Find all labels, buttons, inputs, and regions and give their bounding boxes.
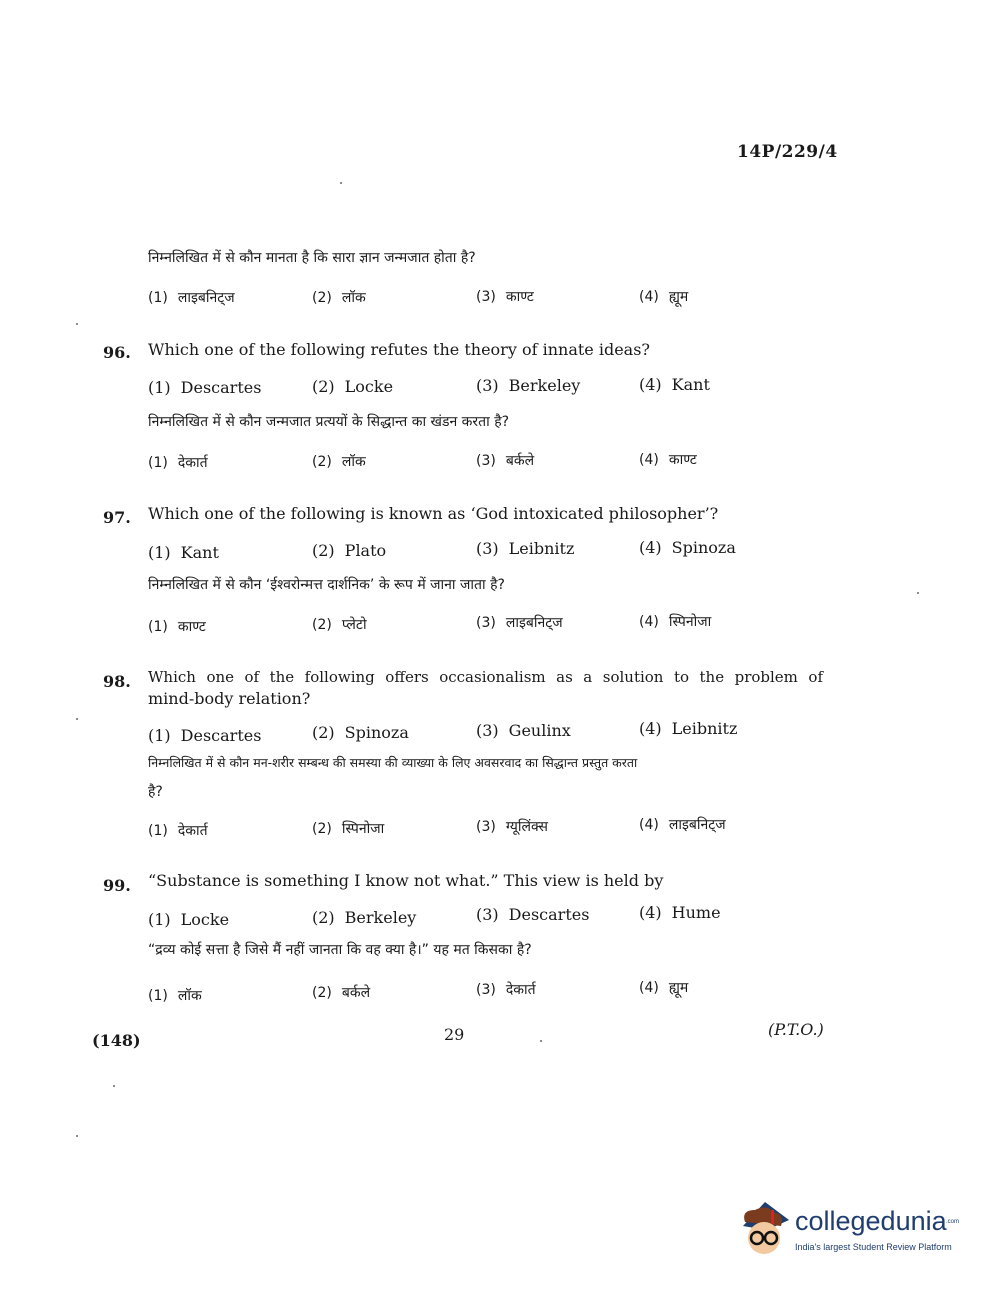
option-en: (4) Spinoza bbox=[639, 538, 736, 557]
question-number: 99. bbox=[103, 876, 131, 895]
option-en: (1) Kant bbox=[148, 543, 219, 562]
scan-speck bbox=[76, 718, 78, 720]
option-en: (1) Descartes bbox=[148, 378, 262, 397]
option-en: (2) Berkeley bbox=[312, 908, 417, 927]
question-number: 96. bbox=[103, 343, 131, 362]
question-text-hi: निम्नलिखित में से कौन जन्मजात प्रत्ययों के सिद्धान्त का खंडन करता है? bbox=[148, 414, 510, 430]
question-text-en-line1: Which one of the following offers occasionalism as a solution to the problem of bbox=[148, 668, 823, 686]
scan-speck bbox=[917, 592, 919, 594]
option-en: (2) Locke bbox=[312, 377, 394, 396]
question-text-hi-line2: है? bbox=[148, 784, 163, 800]
option-hi: (2) लॉक bbox=[312, 454, 366, 470]
option-hi: (1) देकार्त bbox=[148, 455, 208, 471]
q95-option-2-hi: (2) लॉक bbox=[312, 290, 366, 306]
scan-speck bbox=[76, 323, 78, 325]
question-text-en-line2: mind-body relation? bbox=[148, 689, 311, 708]
option-hi: (1) लॉक bbox=[148, 988, 202, 1004]
option-hi: (4) ह्यूम bbox=[639, 980, 689, 996]
question-text-hi: निम्नलिखित में से कौन ‘ईश्वरोन्मत्त दार्शनिक’ के रूप में जाना जाता है? bbox=[148, 577, 505, 593]
q95-option-3-hi: (3) काण्ट bbox=[476, 289, 534, 305]
option-hi: (4) स्पिनोजा bbox=[639, 614, 712, 630]
brand-suffix: .com bbox=[946, 1219, 960, 1225]
question-number: 98. bbox=[103, 672, 131, 691]
option-en: (4) Leibnitz bbox=[639, 719, 738, 738]
option-hi: (3) ग्यूलिंक्स bbox=[476, 819, 549, 835]
brand-name: collegedunia bbox=[795, 1206, 947, 1236]
pto-note: (P.T.O.) bbox=[768, 1020, 824, 1039]
option-en: (3) Descartes bbox=[476, 905, 590, 924]
option-en: (4) Hume bbox=[639, 903, 721, 922]
question-text-en: Which one of the following is known as ‘God intoxicated philosopher’? bbox=[148, 504, 719, 523]
option-en: (3) Leibnitz bbox=[476, 539, 575, 558]
option-en: (2) Plato bbox=[312, 541, 387, 560]
option-en: (3) Geulinx bbox=[476, 721, 571, 740]
question-text-hi-line1: निम्नलिखित में से कौन मन-शरीर सम्बन्ध की समस्या की व्याख्या के लिए अवसरवाद का सिद्धान्त प्रस्तुत करता bbox=[148, 755, 638, 770]
option-hi: (4) काण्ट bbox=[639, 452, 697, 468]
question-number: 97. bbox=[103, 508, 131, 527]
q95-option-4-hi: (4) ह्यूम bbox=[639, 289, 689, 305]
option-hi: (2) प्लेटो bbox=[312, 617, 367, 633]
q95-option-1-hi: (1) लाइबनिट्ज bbox=[148, 290, 235, 306]
option-hi: (3) लाइबनिट्ज bbox=[476, 615, 563, 631]
scan-speck bbox=[113, 1085, 115, 1087]
option-hi: (4) लाइबनिट्ज bbox=[639, 817, 726, 833]
q95-hindi-text: निम्नलिखित में से कौन मानता है कि सारा ज्ञान जन्मजात होता है? bbox=[148, 250, 476, 266]
option-hi: (2) बर्कले bbox=[312, 985, 371, 1001]
option-hi: (3) देकार्त bbox=[476, 982, 536, 998]
option-hi: (1) देकार्त bbox=[148, 823, 208, 839]
page-number: 29 bbox=[444, 1025, 465, 1044]
mascot-icon bbox=[737, 1196, 795, 1266]
option-en: (4) Kant bbox=[639, 375, 710, 394]
brand-tagline: India's largest Student Review Platform bbox=[795, 1242, 952, 1252]
scan-speck bbox=[540, 1040, 542, 1042]
option-hi: (3) बर्कले bbox=[476, 453, 535, 469]
paper-code: 14P/229/4 bbox=[737, 142, 838, 162]
option-en: (3) Berkeley bbox=[476, 376, 581, 395]
question-text-hi: “द्रव्य कोई सत्ता है जिसे मैं नहीं जानता कि वह क्या है।” यह मत किसका है? bbox=[148, 942, 532, 958]
option-en: (2) Spinoza bbox=[312, 723, 409, 742]
question-text-en: “Substance is something I know not what.” This view is held by bbox=[148, 871, 664, 890]
option-en: (1) Locke bbox=[148, 910, 230, 929]
booklet-code: (148) bbox=[92, 1031, 141, 1050]
option-hi: (2) स्पिनोजा bbox=[312, 821, 385, 837]
option-en: (1) Descartes bbox=[148, 726, 262, 745]
collegedunia-watermark bbox=[737, 1196, 962, 1266]
question-text-en: Which one of the following refutes the theory of innate ideas? bbox=[148, 340, 650, 359]
scan-speck bbox=[76, 1135, 78, 1137]
scan-speck bbox=[340, 182, 342, 184]
option-hi: (1) काण्ट bbox=[148, 619, 206, 635]
